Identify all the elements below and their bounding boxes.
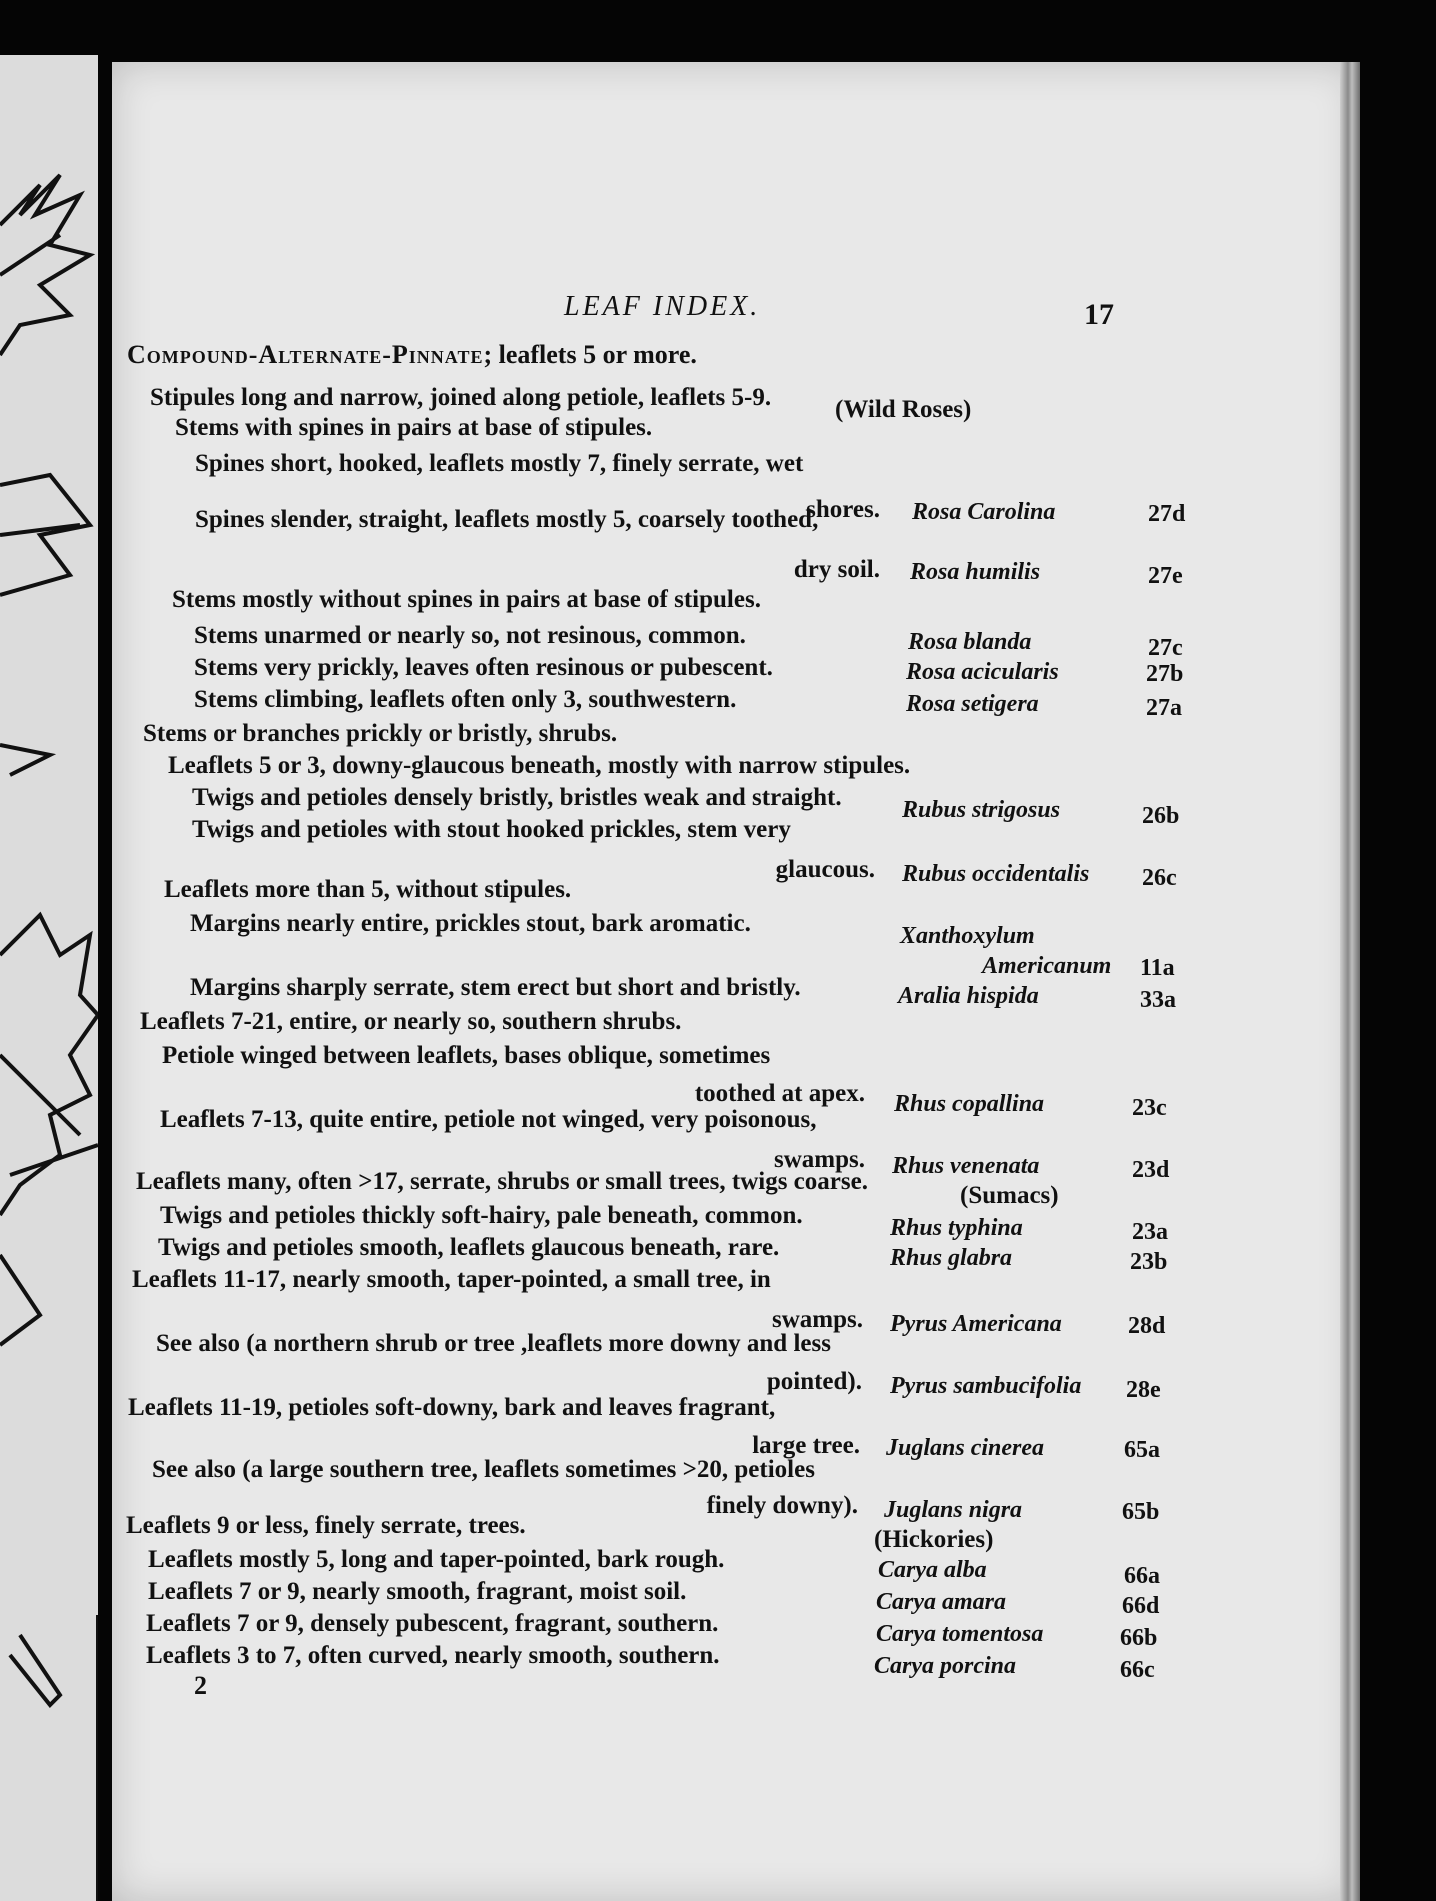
reference-number: 27b [1146, 661, 1184, 687]
leaf-illustration [0, 55, 98, 1901]
index-line-cont: glaucous. [775, 856, 875, 883]
index-line: Twigs and petioles smooth, leaflets glaucous beneath, rare. [158, 1234, 780, 1261]
index-line-cont: finely downy). [706, 1492, 858, 1519]
reference-number: 33a [1140, 987, 1176, 1013]
species-name: Carya alba [878, 1557, 987, 1583]
index-line: Stems with spines in pairs at base of stipules. [175, 414, 653, 441]
species-name: Carya tomentosa [876, 1621, 1044, 1647]
index-line: Leaflets many, often >17, serrate, shrubs or small trees, twigs coarse. [136, 1168, 868, 1195]
page-number: 17 [1084, 298, 1114, 331]
reference-number: 65a [1124, 1437, 1160, 1463]
reference-number: 66c [1120, 1657, 1155, 1683]
index-line-cont: swamps. [774, 1146, 865, 1173]
index-line: Stems very prickly, leaves often resinous or pubescent. [194, 654, 773, 681]
reference-number: 23d [1132, 1157, 1170, 1183]
species-name: Rhus copallina [894, 1091, 1045, 1117]
index-line: Stems or branches prickly or bristly, shrubs. [143, 720, 618, 747]
species-name: Rhus venenata [892, 1153, 1040, 1179]
index-line: Leaflets 7-13, quite entire, petiole not winged, very poisonous, [160, 1106, 817, 1133]
reference-number: 27d [1148, 501, 1186, 527]
species-name: Aralia hispida [898, 983, 1039, 1009]
species-name: Pyrus sambucifolia [890, 1373, 1082, 1399]
index-group-label: (Hickories) [874, 1526, 994, 1553]
section-label: Compound-Alternate-Pinnate [127, 340, 484, 369]
reference-number: 23c [1132, 1095, 1167, 1121]
species-name: Rhus typhina [890, 1215, 1023, 1241]
index-line: See also (a large southern tree, leaflets sometimes >20, petioles [152, 1456, 815, 1483]
facing-page [0, 55, 98, 1901]
index-line: Margins nearly entire, prickles stout, bark aromatic. [190, 910, 751, 937]
reference-number: 27a [1146, 695, 1182, 721]
index-line: Stems climbing, leaflets often only 3, southwestern. [194, 686, 737, 713]
species-name: Pyrus Americana [890, 1311, 1062, 1337]
page-title: LEAF INDEX. [564, 291, 761, 322]
species-name: Rosa Carolina [912, 499, 1056, 525]
reference-number: 23b [1130, 1249, 1168, 1275]
reference-number: 23a [1132, 1219, 1168, 1245]
reference-number: 66b [1120, 1625, 1158, 1651]
species-name: Carya amara [876, 1589, 1007, 1615]
species-name: Juglans cinerea [886, 1435, 1045, 1461]
reference-number: 65b [1122, 1499, 1160, 1525]
reference-number: 28e [1126, 1377, 1161, 1403]
index-line: Leaflets mostly 5, long and taper-pointed, bark rough. [148, 1546, 725, 1573]
section-heading [127, 340, 697, 370]
index-line: Leaflets 7 or 9, nearly smooth, fragrant, moist soil. [148, 1578, 687, 1605]
species-name: Rosa acicularis [906, 659, 1059, 685]
signature-mark: 2 [194, 1671, 207, 1700]
index-line-cont: dry soil. [793, 556, 880, 583]
reference-number: 28d [1128, 1313, 1166, 1339]
index-line: Leaflets 3 to 7, often curved, nearly smooth, southern. [146, 1642, 720, 1669]
reference-number: 27e [1148, 563, 1183, 589]
index-line: Leaflets 11-19, petioles soft-downy, bark and leaves fragrant, [128, 1394, 776, 1421]
index-line-cont: toothed at apex. [694, 1080, 865, 1107]
reference-number: 26b [1142, 803, 1180, 829]
species-name: Rosa setigera [906, 691, 1039, 717]
index-line: Leaflets 11-17, nearly smooth, taper-pointed, a small tree, in [132, 1266, 771, 1293]
index-line: Spines slender, straight, leaflets mostly 5, coarsely toothed, [195, 506, 819, 533]
reference-number: 27c [1148, 635, 1183, 661]
index-line: Stems mostly without spines in pairs at base of stipules. [172, 586, 761, 613]
section-rest: ; leaflets 5 or more. [483, 340, 697, 369]
index-line: Leaflets 7 or 9, densely pubescent, fragrant, southern. [146, 1610, 719, 1637]
species-name: Rhus glabra [890, 1245, 1013, 1271]
index-line: Petiole winged between leaflets, bases oblique, sometimes [162, 1042, 771, 1069]
reference-number: 11a [1140, 955, 1175, 981]
species-name: Rosa humilis [910, 559, 1041, 585]
index-group-label: (Sumacs) [960, 1182, 1059, 1209]
species-name: Juglans nigra [884, 1497, 1023, 1523]
index-line: Twigs and petioles densely bristly, bristles weak and straight. [192, 784, 842, 811]
species-name: Rosa blanda [908, 629, 1032, 655]
index-line: Leaflets more than 5, without stipules. [164, 876, 572, 903]
index-line: Spines short, hooked, leaflets mostly 7, finely serrate, wet [195, 450, 804, 477]
species-name: Carya porcina [874, 1653, 1017, 1679]
index-line-cont: large tree. [752, 1432, 860, 1459]
index-line: Stipules long and narrow, joined along petiole, leaflets 5-9. [150, 384, 772, 411]
reference-number: 66a [1124, 1563, 1160, 1589]
index-line: Twigs and petioles with stout hooked prickles, stem very [192, 816, 791, 843]
index-line-cont: swamps. [772, 1306, 863, 1333]
species-name: Rubus strigosus [902, 797, 1061, 823]
species-name: Xanthoxylum [900, 923, 1035, 949]
index-line: Twigs and petioles thickly soft-hairy, pale beneath, common. [160, 1202, 803, 1229]
species-name-cont: Americanum [982, 953, 1112, 979]
index-line-cont: shores. [806, 496, 880, 523]
index-line: See also (a northern shrub or tree ,leaflets more downy and less [156, 1330, 831, 1357]
index-line: Leaflets 5 or 3, downy-glaucous beneath, mostly with narrow stipules. [168, 752, 911, 779]
index-line: Leaflets 9 or less, finely serrate, trees. [126, 1512, 526, 1539]
reference-number: 26c [1142, 865, 1177, 891]
index-line: Stems unarmed or nearly so, not resinous, common. [194, 622, 746, 649]
species-name: Rubus occidentalis [902, 861, 1090, 887]
index-line-cont: pointed). [766, 1368, 862, 1395]
reference-number: 66d [1122, 1593, 1160, 1619]
index-line: Leaflets 7-21, entire, or nearly so, southern shrubs. [140, 1008, 682, 1035]
page-edge [1340, 62, 1360, 1901]
index-group-label: (Wild Roses) [835, 396, 972, 423]
index-line: Margins sharply serrate, stem erect but short and bristly. [190, 974, 801, 1001]
